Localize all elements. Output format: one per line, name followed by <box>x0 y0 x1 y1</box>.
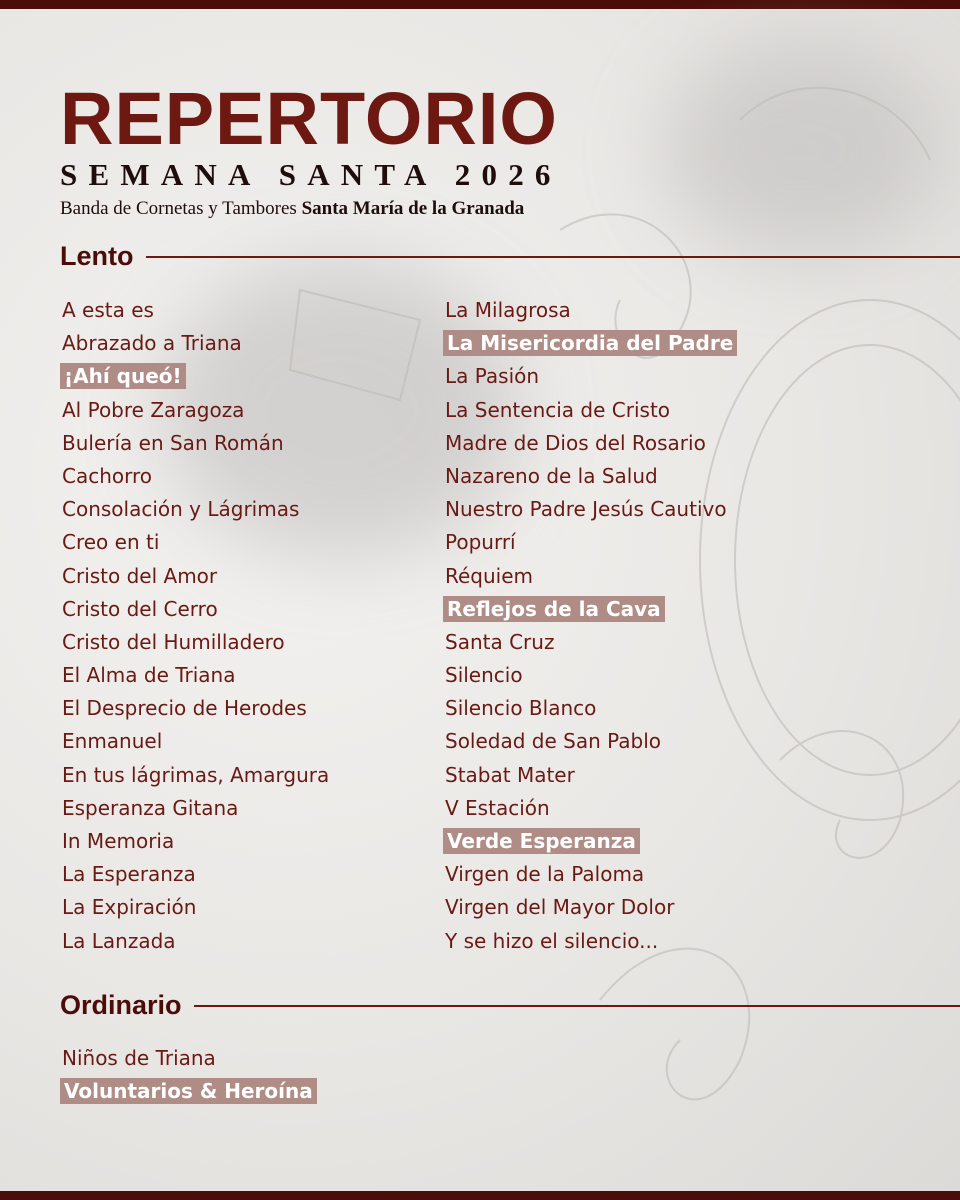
list-item <box>62 394 329 427</box>
list-item <box>445 360 737 393</box>
bottom-border-bar <box>0 1191 960 1200</box>
list-item <box>445 593 737 626</box>
list-item <box>62 891 329 924</box>
list-item <box>62 925 329 958</box>
song-title: Santa Cruz <box>445 629 555 654</box>
list-item <box>445 725 737 758</box>
list-item <box>445 759 737 792</box>
song-title: Virgen de la Paloma <box>445 862 645 887</box>
list-item <box>62 493 329 526</box>
highlighted-title: Verde Esperanza <box>443 828 640 854</box>
list-item <box>62 1075 317 1108</box>
list-item <box>445 891 737 924</box>
list-item <box>445 493 737 526</box>
list-item <box>445 925 737 958</box>
highlighted-title: ¡Ahí queó! <box>60 363 186 389</box>
song-title: La Esperanza <box>62 862 196 887</box>
song-title: Cristo del Cerro <box>62 596 218 621</box>
song-title: V Estación <box>445 795 550 820</box>
song-title: Cachorro <box>62 463 153 488</box>
list-item <box>62 560 329 593</box>
header <box>60 77 562 220</box>
list-item <box>62 327 329 360</box>
section-divider <box>146 256 960 258</box>
list-item <box>445 825 737 858</box>
list-item <box>62 659 329 692</box>
song-title: In Memoria <box>62 829 175 853</box>
lento-list-right <box>445 294 737 958</box>
list-item <box>445 427 737 460</box>
song-title: Madre de Dios del Rosario <box>445 430 706 455</box>
lento-list-left <box>62 294 329 958</box>
song-title: Esperanza Gitana <box>62 795 239 820</box>
band-prefix: Banda de Cornetas y Tambores <box>60 198 297 219</box>
song-title: La Milagrosa <box>445 298 571 322</box>
page-title: REPERTORIO <box>60 77 558 160</box>
list-item <box>62 825 329 858</box>
list-item <box>445 858 737 891</box>
list-item <box>445 526 737 559</box>
list-item <box>445 560 737 593</box>
highlighted-title: La Misericordia del Padre <box>443 330 737 356</box>
song-title: Abrazado a Triana <box>62 331 242 356</box>
song-title: Cristo del Amor <box>62 563 218 588</box>
ordinario-list <box>62 1042 317 1108</box>
highlighted-title: Reflejos de la Cava <box>443 596 665 622</box>
song-title: Nazareno de la Salud <box>445 463 658 488</box>
list-item <box>445 394 737 427</box>
list-item <box>62 858 329 891</box>
song-title: Niños de Triana <box>62 1046 216 1070</box>
song-title: Bulería en San Román <box>62 430 284 455</box>
list-item <box>62 626 329 659</box>
song-title: La Sentencia de Cristo <box>445 397 671 422</box>
song-title: Creo en ti <box>62 530 160 555</box>
song-title: Cristo del Humilladero <box>62 629 285 654</box>
section-label: Lento <box>60 241 134 271</box>
song-title: La Lanzada <box>62 928 176 953</box>
section-heading-ordinario <box>60 990 960 1021</box>
list-item <box>445 659 737 692</box>
song-title: Popurrí <box>445 530 516 555</box>
song-title: A esta es <box>62 298 154 322</box>
page-subtitle: SEMANA SANTA 2026 <box>60 157 562 192</box>
song-title: Virgen del Mayor Dolor <box>445 895 675 920</box>
song-title: Enmanuel <box>62 729 163 754</box>
section-divider <box>194 1005 960 1007</box>
list-item <box>445 692 737 725</box>
song-title: Al Pobre Zaragoza <box>62 397 245 422</box>
list-item <box>445 327 737 360</box>
song-title: Silencio <box>445 663 523 688</box>
list-item <box>62 692 329 725</box>
song-title: Y se hizo el silencio... <box>445 928 659 953</box>
list-item <box>445 460 737 493</box>
section-heading-lento <box>60 241 960 272</box>
song-title: Réquiem <box>445 563 534 588</box>
band-name: Santa María de la Granada <box>301 198 525 219</box>
song-title: El Desprecio de Herodes <box>62 696 307 721</box>
list-item <box>62 427 329 460</box>
list-item <box>62 792 329 825</box>
song-title: Consolación y Lágrimas <box>62 497 300 522</box>
song-title: Soledad de San Pablo <box>445 729 662 754</box>
list-item <box>62 360 329 393</box>
song-title: El Alma de Triana <box>62 663 236 688</box>
band-line <box>60 198 562 220</box>
list-item <box>445 294 737 327</box>
list-item <box>62 1042 317 1075</box>
section-label: Ordinario <box>60 990 182 1020</box>
list-item <box>445 626 737 659</box>
song-title: La Pasión <box>445 364 540 389</box>
list-item <box>62 460 329 493</box>
list-item <box>62 759 329 792</box>
list-item <box>445 792 737 825</box>
list-item <box>62 593 329 626</box>
song-title: La Expiración <box>62 895 197 920</box>
list-item <box>62 725 329 758</box>
list-item <box>62 526 329 559</box>
song-title: En tus lágrimas, Amargura <box>62 762 330 787</box>
song-title: Nuestro Padre Jesús Cautivo <box>445 497 727 522</box>
song-title: Silencio Blanco <box>445 696 597 721</box>
highlighted-title: Voluntarios & Heroína <box>60 1078 317 1104</box>
list-item <box>62 294 329 327</box>
song-title: Stabat Mater <box>445 762 575 787</box>
